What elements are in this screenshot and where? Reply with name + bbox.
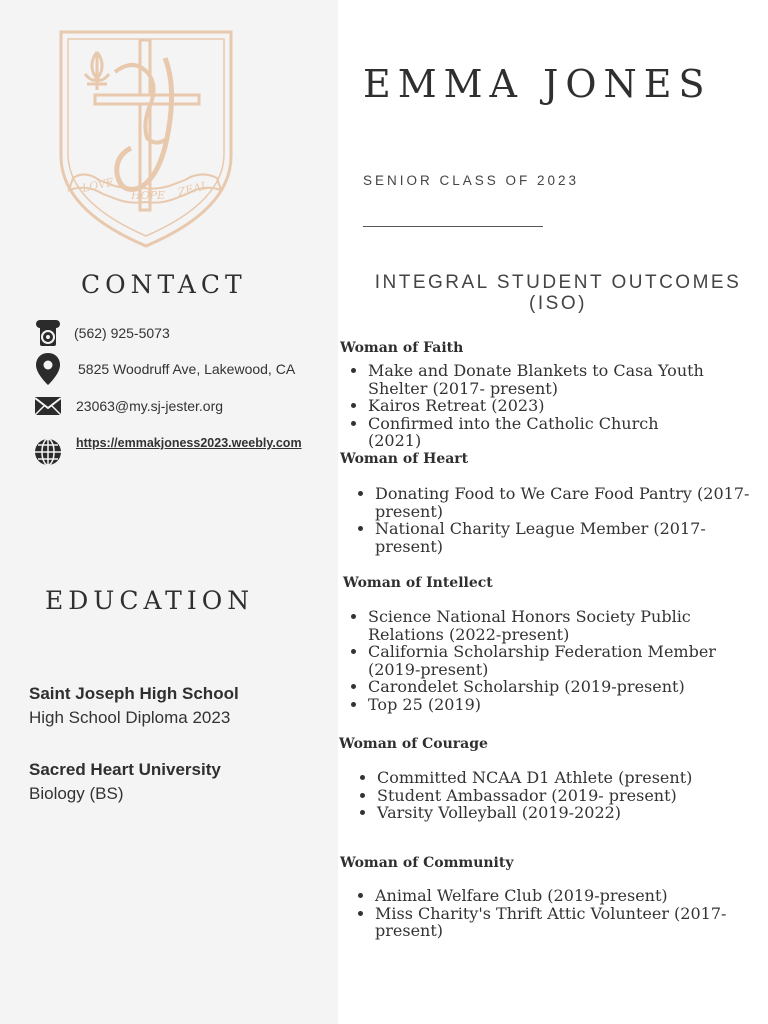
education-school: Sacred Heart University: [29, 760, 221, 779]
iso-section-list: [340, 362, 708, 450]
divider: [363, 226, 543, 227]
phone-icon: [30, 315, 66, 351]
globe-icon: [30, 434, 66, 470]
iso-section-heading: Woman of Community: [340, 855, 514, 871]
contact-heading: CONTACT: [81, 270, 247, 299]
list-item: • Top 25 (2019): [368, 696, 758, 714]
address: 5825 Woodruff Ave, Lakewood, CA: [78, 361, 296, 377]
resume-name: EMMA JONES: [363, 62, 712, 106]
contact-phone-row: [30, 315, 170, 351]
list-item: • Committed NCAA D1 Athlete (present): [377, 769, 757, 787]
list-item: • Confirmed into the Catholic Church (2021): [368, 415, 708, 450]
iso-section-list: [347, 485, 755, 555]
location-pin-icon: [30, 351, 66, 387]
iso-section-list: [349, 769, 757, 822]
iso-heading: INTEGRAL STUDENT OUTCOMES (ISO): [374, 272, 742, 314]
iso-section-heading: Woman of Heart: [340, 451, 469, 467]
school-crest-logo: [55, 28, 237, 250]
list-item: • Student Ambassador (2019- present): [377, 787, 757, 805]
education-heading: EDUCATION: [45, 586, 255, 615]
crest-motto-zeal: ZEAL: [176, 178, 210, 199]
email-address[interactable]: 23063@my.sj-jester.org: [76, 398, 224, 414]
list-item: • Donating Food to We Care Food Pantry (2017- present): [375, 485, 755, 520]
iso-section-list: [347, 887, 755, 940]
list-item: • Make and Donate Blankets to Casa Youth Shelter (2017- present): [368, 362, 708, 397]
contact-email-row: [30, 388, 223, 424]
list-item: • California Scholarship Federation Member (2019-present): [368, 643, 758, 678]
crest-motto-hope: HOPE: [131, 189, 166, 202]
list-item: • Kairos Retreat (2023): [368, 397, 708, 415]
education-item: [29, 684, 329, 728]
website-link[interactable]: https://emmakjoness2023.weebly.com: [76, 436, 302, 450]
list-item: • Carondelet Scholarship (2019-present): [368, 678, 758, 696]
iso-section-list: [340, 608, 758, 713]
list-item: • National Charity League Member (2017-present): [375, 520, 755, 555]
contact-website-row: [30, 434, 302, 470]
phone-number: (562) 925-5073: [74, 325, 170, 341]
list-item: • Science National Honors Society Public Relations (2022-present): [368, 608, 758, 643]
iso-section-heading: Woman of Intellect: [343, 575, 493, 591]
education-school: Saint Joseph High School: [29, 684, 239, 703]
contact-address-row: [30, 351, 295, 387]
education-degree: High School Diploma 2023: [29, 708, 231, 727]
resume-subtitle: SENIOR CLASS OF 2023: [363, 173, 580, 188]
list-item: • Miss Charity's Thrift Attic Volunteer (2017-present): [375, 905, 755, 940]
mail-icon: [30, 388, 66, 424]
list-item: • Varsity Volleyball (2019-2022): [377, 804, 757, 822]
education-item: [29, 760, 329, 804]
list-item: • Animal Welfare Club (2019-present): [375, 887, 755, 905]
iso-section-heading: Woman of Faith: [340, 340, 464, 356]
crest-motto-love: LOVE: [80, 175, 116, 195]
education-degree: Biology (BS): [29, 784, 124, 803]
iso-section-heading: Woman of Courage: [339, 736, 488, 752]
